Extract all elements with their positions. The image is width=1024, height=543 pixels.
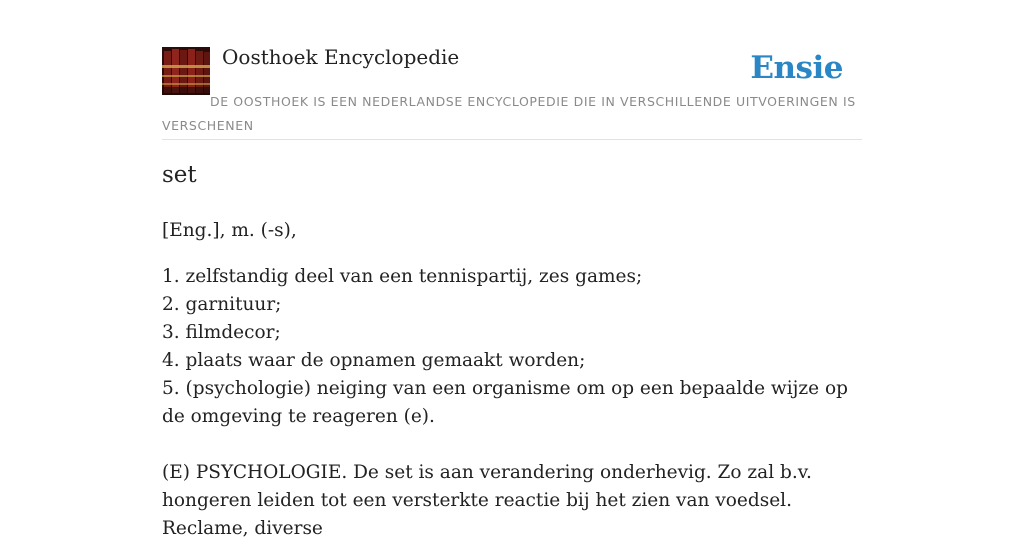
page-container: [162, 0, 862, 539]
entry-grammar: [Eng.], m. (-s),: [162, 220, 297, 241]
site-tagline: DE OOSTHOEK IS EEN NEDERLANDSE ENCYCLOPEDIE DIE IN VERSCHILLENDE UITVOERINGEN IS VERSCHENEN: [162, 94, 856, 133]
definition-item: 1. zelfstandig deel van een tennispartij, zes games;: [162, 266, 643, 287]
encyclopedia-books-icon: [162, 47, 210, 95]
definition-item: 5. (psychologie) neiging van een organisme om op een bepaalde wijze op de omgeving te reageren (e).: [162, 378, 848, 427]
site-title-link[interactable]: Oosthoek Encyclopedie: [222, 45, 460, 69]
definition-list: [162, 263, 862, 431]
avatar[interactable]: [162, 47, 210, 95]
ensie-logo[interactable]: Ensie: [750, 50, 843, 86]
entry-title: set: [162, 162, 197, 188]
entry-note: (E) PSYCHOLOGIE. De set is aan verandering onderhevig. Zo zal b.v. hongeren leiden tot een versterkte reactie bij het zien van voedsel. Reclame, diverse: [162, 462, 812, 539]
definition-item: 2. garnituur;: [162, 294, 282, 315]
definition-item: 4. plaats waar de opnamen gemaakt worden;: [162, 350, 586, 371]
definition-item: 3. filmdecor;: [162, 322, 281, 343]
site-header: [162, 0, 862, 140]
